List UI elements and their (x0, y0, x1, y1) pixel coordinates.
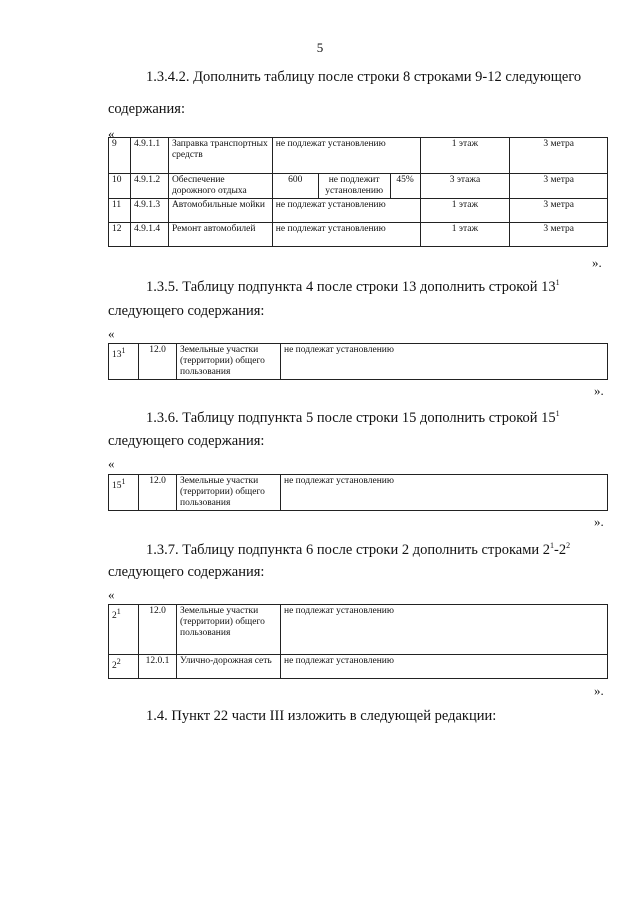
superscript: 2 (116, 657, 121, 666)
row-code: 12.0.1 (139, 655, 177, 679)
row-name: Земельные участки (территории) общего пользования (177, 344, 281, 380)
row-value-1: 600 (272, 174, 318, 199)
row-number (109, 655, 139, 679)
section-1-3-7-line1 (146, 537, 570, 559)
row-code: 12.0 (139, 605, 177, 655)
row-value: не подлежат установлению (281, 344, 608, 380)
section-1-3-7-line1-text: 1.3.7. Таблицу подпункта 6 после строки 2 дополнить строками 2 (146, 541, 551, 558)
quote-close: ». (594, 514, 604, 529)
row-floors: 1 этаж (420, 138, 510, 174)
row-value-2: не подлежит установлению (318, 174, 390, 199)
superscript: 1 (550, 541, 555, 550)
row-floors: 3 этажа (420, 174, 510, 199)
table-1-3-5 (108, 343, 608, 380)
row-number: 12 (109, 223, 131, 247)
quote-close: ». (594, 683, 604, 698)
section-1-4-line1: 1.4. Пункт 22 части III изложить в следующей редакции: (146, 708, 497, 724)
table-row (109, 344, 608, 380)
row-value: не подлежат установлению (281, 475, 608, 511)
table-row (109, 223, 608, 247)
table-1-3-6 (108, 474, 608, 511)
quote-open: « (108, 456, 115, 471)
row-name: Земельные участки (территории) общего пользования (177, 475, 281, 511)
row-number-text: 15 (112, 481, 122, 492)
row-height: 3 метра (510, 199, 608, 223)
row-number-text: 2 (112, 661, 117, 672)
table-row (109, 655, 608, 679)
row-code: 12.0 (139, 344, 177, 380)
row-number (109, 344, 139, 380)
row-value: не подлежат установлению (272, 138, 420, 174)
row-value: не подлежат установлению (281, 655, 608, 679)
row-height: 3 метра (510, 223, 608, 247)
row-name: Улично-дорожная сеть (177, 655, 281, 679)
row-floors: 1 этаж (420, 199, 510, 223)
section-1-3-4-2-line1: 1.3.4.2. Дополнить таблицу после строки 8 строками 9-12 следующего (146, 69, 582, 85)
row-value: не подлежат установлению (272, 199, 420, 223)
row-name: Заправка транспортных средств (168, 138, 272, 174)
table-1-3-4-2 (108, 137, 608, 247)
section-1-3-6-line1-text: 1.3.6. Таблицу подпункта 5 после строки 15 дополнить строкой 15 (146, 409, 556, 426)
section-1-3-5-line1-text: 1.3.5. Таблицу подпункта 4 после строки 13 дополнить строкой 13 (146, 278, 556, 295)
row-value: не подлежат установлению (281, 605, 608, 655)
row-value: не подлежат установлению (272, 223, 420, 247)
row-code: 12.0 (139, 475, 177, 511)
row-number (109, 475, 139, 511)
section-1-3-7-line2: следующего содержания: (108, 564, 265, 580)
quote-close: ». (594, 383, 604, 398)
row-floors: 1 этаж (420, 223, 510, 247)
superscript: 2 (566, 541, 571, 550)
row-number: 10 (109, 174, 131, 199)
row-name: Обеспечение дорожного отдыха (168, 174, 272, 199)
table-row (109, 199, 608, 223)
section-1-3-7-line1-dash: -2 (554, 541, 567, 558)
row-name: Земельные участки (территории) общего пользования (177, 605, 281, 655)
row-number-text: 2 (112, 611, 117, 622)
section-1-3-6-line1 (146, 405, 560, 427)
quote-close: ». (592, 255, 602, 270)
superscript: 1 (121, 477, 126, 486)
quote-open: « (108, 587, 115, 602)
superscript: 1 (555, 409, 560, 418)
row-number: 11 (109, 199, 131, 223)
section-1-3-5-line1 (146, 274, 560, 296)
row-height: 3 метра (510, 138, 608, 174)
table-row (109, 605, 608, 655)
page-number: 5 (316, 40, 324, 55)
table-row (109, 174, 608, 199)
row-height: 3 метра (510, 174, 608, 199)
row-number: 9 (109, 138, 131, 174)
quote-open: « (108, 126, 115, 141)
row-number-text: 13 (112, 350, 122, 361)
table-row (109, 475, 608, 511)
row-number (109, 605, 139, 655)
row-value-3: 45% (390, 174, 420, 199)
superscript: 1 (121, 346, 126, 355)
row-code: 4.9.1.3 (130, 199, 168, 223)
row-name: Автомобильные мойки (168, 199, 272, 223)
table-row (109, 138, 608, 174)
table-1-3-7 (108, 604, 608, 679)
section-1-3-5-line2: следующего содержания: (108, 303, 265, 319)
section-1-3-6-line2: следующего содержания: (108, 433, 265, 449)
quote-open: « (108, 326, 115, 341)
superscript: 1 (116, 607, 121, 616)
row-name: Ремонт автомобилей (168, 223, 272, 247)
row-code: 4.9.1.4 (130, 223, 168, 247)
row-code: 4.9.1.2 (130, 174, 168, 199)
superscript: 1 (555, 278, 560, 287)
row-code: 4.9.1.1 (130, 138, 168, 174)
section-1-3-4-2-line2: содержания: (108, 101, 186, 117)
